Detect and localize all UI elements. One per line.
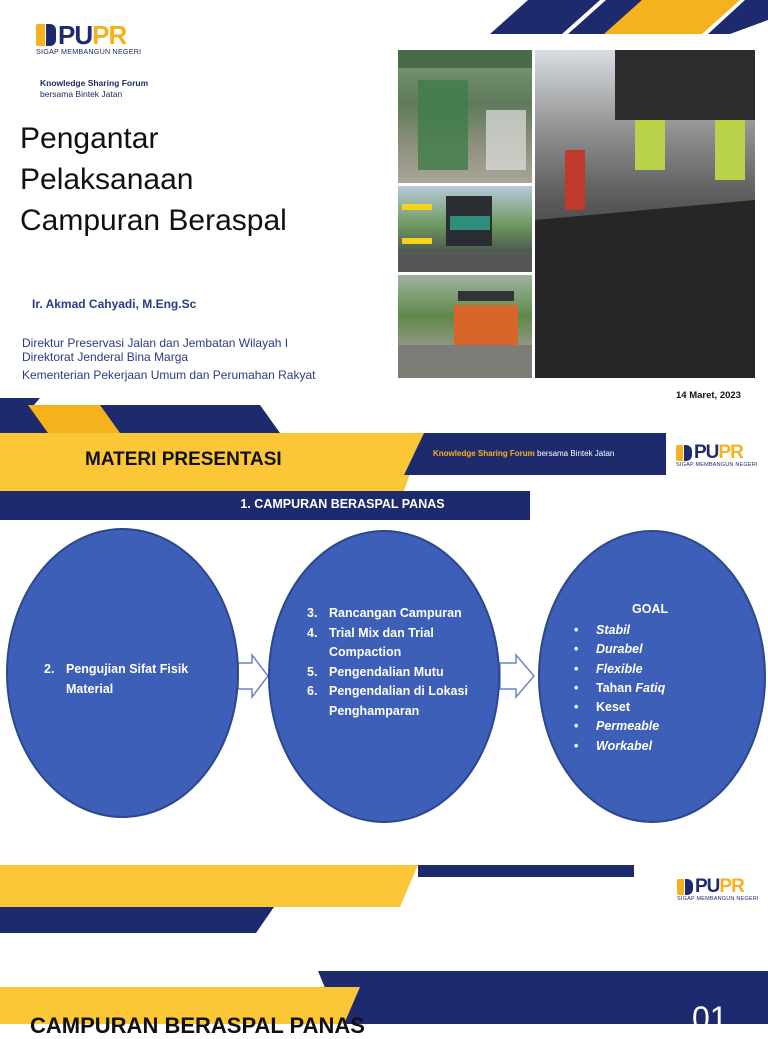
navy-band [0, 907, 274, 933]
list-item: 3. Rancangan Campuran [307, 606, 462, 620]
pupr-mark-icon [36, 24, 56, 46]
logo-wordmark: PUPR [695, 876, 744, 897]
list-item: 2. Pengujian Sifat Fisik Material [44, 662, 189, 696]
pupr-logo-small [676, 442, 758, 468]
slide3-decoration [0, 865, 768, 1024]
arrow-right-icon-1 [238, 655, 268, 697]
pupr-mark-icon [677, 879, 693, 895]
forum-label: Knowledge Sharing Forum bersama Bintek Jatan [40, 78, 149, 99]
list-item: • Keset [574, 700, 631, 715]
photo-paver-diagram [398, 186, 532, 272]
list-item: 5. Pengendalian Mutu [307, 664, 444, 679]
pupr-logo [36, 20, 142, 56]
presentation-date: 14 Maret, 2023 [676, 390, 741, 401]
logo-wordmark: PUPR [58, 20, 127, 50]
list-item: • Permeable [574, 719, 660, 734]
logo-tagline: SIGAP MEMBANGUN NEGERI [677, 896, 759, 902]
list-item: 4. Trial Mix dan Trial Compaction [307, 625, 434, 659]
ellipse-process-steps [268, 530, 500, 823]
author-name: Ir. Akmad Cahyadi, M.Eng.Sc [32, 297, 197, 311]
photo-asphalt-truck [398, 50, 532, 183]
ellipse-goal [538, 530, 766, 823]
pupr-mark-icon [676, 445, 692, 461]
slide-title [0, 0, 768, 405]
pupr-logo-small [677, 876, 759, 902]
photo-paving-crew [535, 50, 755, 378]
presentation-title: Pengantar Pelaksanaan Campuran Beraspal [20, 122, 287, 237]
list-item: • Flexible [574, 661, 643, 676]
photo-roller-compactor [398, 275, 532, 378]
list-item: • Tahan Fatiq [574, 680, 666, 695]
logo-tagline: SIGAP MEMBANGUN NEGERI [36, 47, 142, 56]
header-forum-label: Knowledge Sharing Forum bersama Bintek Jatan [433, 449, 615, 458]
section-title: 1. CAMPURAN BERASPAL PANAS [240, 497, 445, 511]
section-title: CAMPURAN BERASPAL PANAS [30, 1013, 365, 1038]
ellipse-material-testing [6, 528, 239, 818]
logo-tagline: SIGAP MEMBANGUN NEGERI [676, 462, 758, 468]
list-item: • Stabil [574, 623, 631, 637]
slide-heading: MATERI PRESENTASI [85, 449, 282, 470]
section-number: 01 [692, 1000, 728, 1036]
slide-section-cover [0, 865, 768, 1038]
bottom-navy-stripe [0, 398, 40, 405]
ellipse2-list [307, 604, 469, 721]
author-organization: Direktur Preservasi Jalan dan Jembatan Wilayah I Direktorat Jenderal Bina Marga Kementerian Pekerjaan Umum dan Perumahan Rakyat [22, 336, 316, 382]
list-item: 6. Pengendalian di Lokasi Penghamparan [307, 684, 468, 718]
list-item: • Workabel [574, 738, 653, 753]
logo-wordmark: PUPR [694, 442, 743, 463]
yellow-band [0, 865, 418, 907]
slide-outline [0, 405, 768, 865]
arrow-right-icon-2 [500, 655, 534, 697]
goal-list [574, 621, 665, 756]
goal-title: GOAL [632, 602, 669, 616]
navy-thin-bar [418, 865, 634, 877]
ellipse1-list [44, 660, 214, 699]
list-item: • Durabel [574, 642, 643, 657]
